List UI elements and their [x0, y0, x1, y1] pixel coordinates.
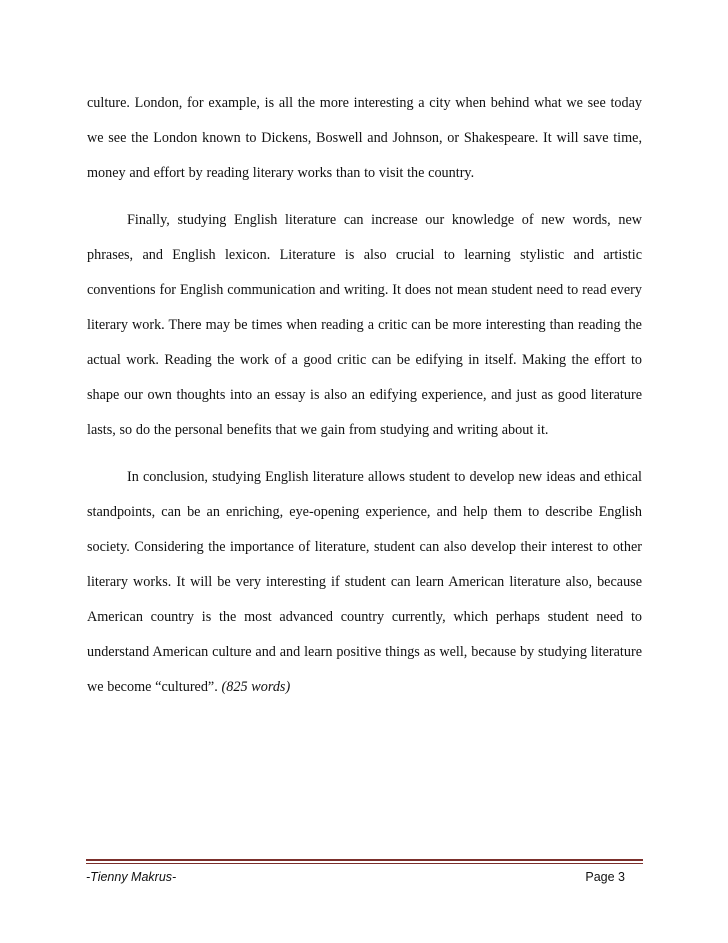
word-count: (825 words): [221, 679, 291, 695]
footer-author: -Tienny Makrus-: [86, 870, 177, 884]
paragraph-finally: Finally, studying English literature can increase our knowledge of new words, new phrases, and English lexicon. Literature is also crucial to learning stylistic and artistic conventions for English communication and writing. It does not mean student need to read every literary work. There may be times when reading a critic can be more interesting than reading the actual work. Reading the work of a good critic can be edifying in itself. Making the effort to shape our own thoughts into an essay is also an edifying experience, and just as good literature lasts, so do the personal benefits that we gain from studying and writing about it.: [87, 212, 642, 438]
footer-rule-thin: [86, 863, 643, 864]
conclusion-text: In conclusion, studying English literature allows student to develop new ideas and ethical standpoints, can be an enriching, eye-opening experience, and help them to describe English society. Considering the importance of literature, student can also develop their interest to other literary works. It will be very interesting if student can learn American literature also, because American country is the most advanced country currently, which perhaps student need to understand American culture and and learn positive things as well, because by studying literature we become “cultured”.: [87, 469, 642, 695]
footer-rule: [86, 859, 643, 861]
paragraph-conclusion: [87, 460, 642, 705]
document-body: [87, 86, 642, 705]
paragraph-culture: culture. London, for example, is all the more interesting a city when behind what we see today we see the London known to Dickens, Boswell and Johnson, or Shakespeare. It will save time, money and effort by reading literary works than to visit the country.: [87, 95, 642, 181]
page-number: Page 3: [585, 870, 625, 884]
